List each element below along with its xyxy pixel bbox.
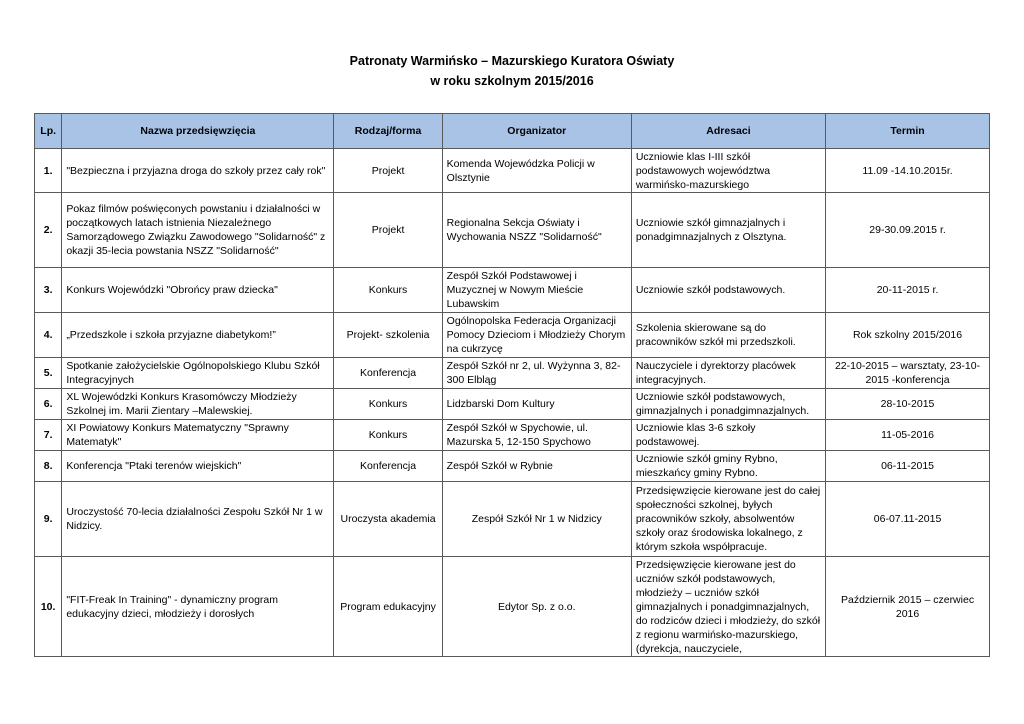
table-row <box>35 451 990 482</box>
cell-recipients: Przedsięwzięcie kierowane jest do uczniów szkół podstawowych, młodzieży – uczniów szkół gimnazjalnych i ponadgimnazjalnych, do rodziców dzieci i młodzieży, do szkół z regionu warmińsko-mazurskiego, (dyrekcja, nauczyciele, <box>631 557 825 657</box>
cell-recipients: Uczniowie szkół podstawowych. <box>631 268 825 313</box>
cell-recipients: Uczniowie szkół gimnazjalnych i ponadgimnazjalnych z Olsztyna. <box>631 193 825 268</box>
cell-organizer: Lidzbarski Dom Kultury <box>442 389 631 420</box>
cell-organizer: Zespół Szkół w Spychowie, ul. Mazurska 5, 12-150 Spychowo <box>442 420 631 451</box>
cell-lp: 8. <box>35 451 62 482</box>
cell-recipients: Szkolenia skierowane są do pracowników szkół mi przedszkoli. <box>631 313 825 358</box>
header-name: Nazwa przedsięwzięcia <box>62 114 334 149</box>
cell-organizer: Regionalna Sekcja Oświaty i Wychowania NSZZ "Solidarność" <box>442 193 631 268</box>
cell-lp: 7. <box>35 420 62 451</box>
header-term: Termin <box>826 114 990 149</box>
cell-lp: 6. <box>35 389 62 420</box>
cell-term: 20-11-2015 r. <box>826 268 990 313</box>
cell-organizer: Zespół Szkół w Rybnie <box>442 451 631 482</box>
cell-term: Październik 2015 – czerwiec 2016 <box>826 557 990 657</box>
cell-name: "Bezpieczna i przyjazna droga do szkoły przez cały rok" <box>62 149 334 193</box>
cell-form: Uroczysta akademia <box>334 482 442 557</box>
header-form: Rodzaj/forma <box>334 114 442 149</box>
cell-term: 11.09 -14.10.2015r. <box>826 149 990 193</box>
cell-organizer: Komenda Wojewódzka Policji w Olsztynie <box>442 149 631 193</box>
cell-recipients: Uczniowie klas 3-6 szkoły podstawowej. <box>631 420 825 451</box>
cell-form: Konkurs <box>334 268 442 313</box>
cell-recipients: Uczniowie klas I-III szkół podstawowych województwa warmińsko-mazurskiego <box>631 149 825 193</box>
document-title <box>0 51 1024 91</box>
title-line-2: w roku szkolnym 2015/2016 <box>430 74 594 88</box>
cell-form: Konferencja <box>334 358 442 389</box>
table-row <box>35 420 990 451</box>
cell-organizer: Zespół Szkół Nr 1 w Nidzicy <box>442 482 631 557</box>
cell-name: Konferencja "Ptaki terenów wiejskich" <box>62 451 334 482</box>
header-organizer: Organizator <box>442 114 631 149</box>
cell-recipients: Przedsięwzięcie kierowane jest do całej społeczności szkolnej, byłych pracowników szkoły, absolwentów szkoły oraz środowiska lokalnego, z którym szkoła współpracuje. <box>631 482 825 557</box>
cell-organizer: Edytor Sp. z o.o. <box>442 557 631 657</box>
header-lp: Lp. <box>35 114 62 149</box>
cell-term: 22-10-2015 – warsztaty, 23-10-2015 -konferencja <box>826 358 990 389</box>
cell-lp: 1. <box>35 149 62 193</box>
cell-form: Projekt <box>334 193 442 268</box>
cell-organizer: Zespół Szkół Podstawowej i Muzycznej w Nowym Mieście Lubawskim <box>442 268 631 313</box>
cell-name: Uroczystość 70-lecia działalności Zespołu Szkół Nr 1 w Nidzicy. <box>62 482 334 557</box>
cell-name: Spotkanie założycielskie Ogólnopolskiego Klubu Szkół Integracyjnych <box>62 358 334 389</box>
table-header-row <box>35 114 990 149</box>
table-row <box>35 313 990 358</box>
cell-term: 28-10-2015 <box>826 389 990 420</box>
cell-form: Projekt <box>334 149 442 193</box>
cell-lp: 10. <box>35 557 62 657</box>
cell-recipients: Uczniowie szkół gminy Rybno, mieszkańcy gminy Rybno. <box>631 451 825 482</box>
cell-lp: 5. <box>35 358 62 389</box>
cell-name: XI Powiatowy Konkurs Matematyczny "Sprawny Matematyk" <box>62 420 334 451</box>
cell-lp: 3. <box>35 268 62 313</box>
cell-term: 06-07.11-2015 <box>826 482 990 557</box>
table-row <box>35 358 990 389</box>
cell-organizer: Ogólnopolska Federacja Organizacji Pomocy Dzieciom i Młodzieży Chorym na cukrzycę <box>442 313 631 358</box>
cell-name: Pokaz filmów poświęconych powstaniu i działalności w początkowych latach istnienia Niezależnego Samorządowego Związku Zawodowego "Solidarność" z okazji 35-lecia powstania NSZZ "Solidarność" <box>62 193 334 268</box>
cell-term: 11-05-2016 <box>826 420 990 451</box>
cell-name: "FIT-Freak In Training" - dynamiczny program edukacyjny dzieci, młodzieży i dorosłych <box>62 557 334 657</box>
cell-recipients: Nauczyciele i dyrektorzy placówek integracyjnych. <box>631 358 825 389</box>
cell-recipients: Uczniowie szkół podstawowych, gimnazjalnych i ponadgimnazjalnych. <box>631 389 825 420</box>
cell-form: Projekt- szkolenia <box>334 313 442 358</box>
table-row <box>35 268 990 313</box>
cell-lp: 2. <box>35 193 62 268</box>
table-row <box>35 149 990 193</box>
cell-name: XL Wojewódzki Konkurs Krasomówczy Młodzieży Szkolnej im. Marii Zientary –Malewskiej. <box>62 389 334 420</box>
cell-organizer: Zespół Szkół nr 2, ul. Wyżynna 3, 82-300 Elbląg <box>442 358 631 389</box>
title-line-1: Patronaty Warmińsko – Mazurskiego Kuratora Oświaty <box>349 54 675 68</box>
cell-term: 29-30.09.2015 r. <box>826 193 990 268</box>
cell-form: Konkurs <box>334 420 442 451</box>
cell-form: Program edukacyjny <box>334 557 442 657</box>
table-row <box>35 482 990 557</box>
table-row <box>35 389 990 420</box>
cell-term: Rok szkolny 2015/2016 <box>826 313 990 358</box>
cell-lp: 4. <box>35 313 62 358</box>
cell-form: Konkurs <box>334 389 442 420</box>
cell-form: Konferencja <box>334 451 442 482</box>
cell-term: 06-11-2015 <box>826 451 990 482</box>
cell-name: „Przedszkole i szkoła przyjazne diabetykom!” <box>62 313 334 358</box>
patronage-table <box>34 113 990 657</box>
table-row <box>35 193 990 268</box>
cell-name: Konkurs Wojewódzki "Obrońcy praw dziecka" <box>62 268 334 313</box>
header-recipients: Adresaci <box>631 114 825 149</box>
cell-lp: 9. <box>35 482 62 557</box>
table-row <box>35 557 990 657</box>
